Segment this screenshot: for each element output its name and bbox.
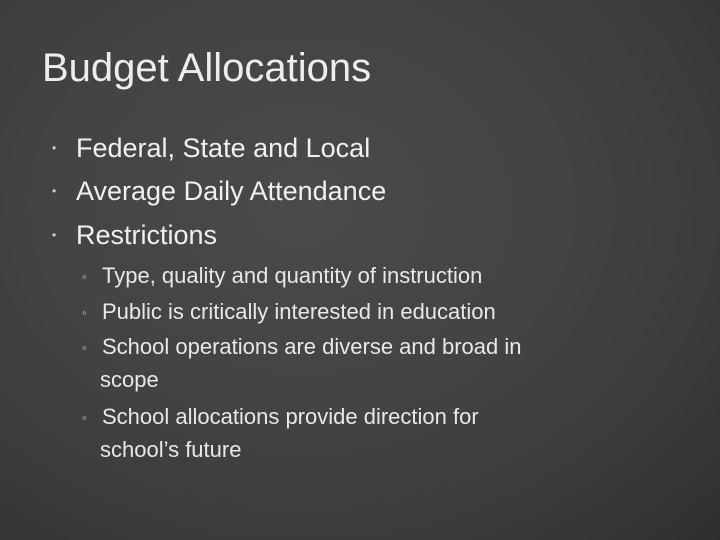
bullet-dot-icon: • [52,184,57,198]
bullet-dot-icon: • [52,141,57,155]
bullet-federal-state-local [52,133,371,163]
sub-bullet-text: School allocations provide direction for [102,404,479,429]
sub-bullet-icon: ◦ [82,305,87,320]
bullet-restrictions [52,220,218,250]
bullet-text: Average Daily Attendance [76,176,387,206]
sub-bullet-continuation: school’s future [100,437,242,462]
bullet-dot-icon: • [52,228,57,242]
sub-bullet-icon: ◦ [82,410,87,425]
sub-bullet-school-allocations [82,401,612,466]
sub-bullet-text: School operations are diverse and broad in [102,334,522,359]
sub-bullet-instruction [82,259,612,294]
sub-bullet-icon: ◦ [82,340,87,355]
sub-bullet-text: Type, quality and quantity of instruction [102,263,483,288]
sub-bullet-text: Public is critically interested in education [102,299,496,324]
bullet-text: Federal, State and Local [76,133,371,163]
sub-bullet-icon: ◦ [82,269,87,284]
sub-bullet-school-operations [82,331,612,396]
slide-title: Budget Allocations [42,46,372,90]
sub-bullet-continuation: scope [100,367,159,392]
bullet-average-daily-attendance [52,176,387,206]
bullet-text: Restrictions [76,220,218,250]
sub-bullet-public-interest [82,295,612,330]
